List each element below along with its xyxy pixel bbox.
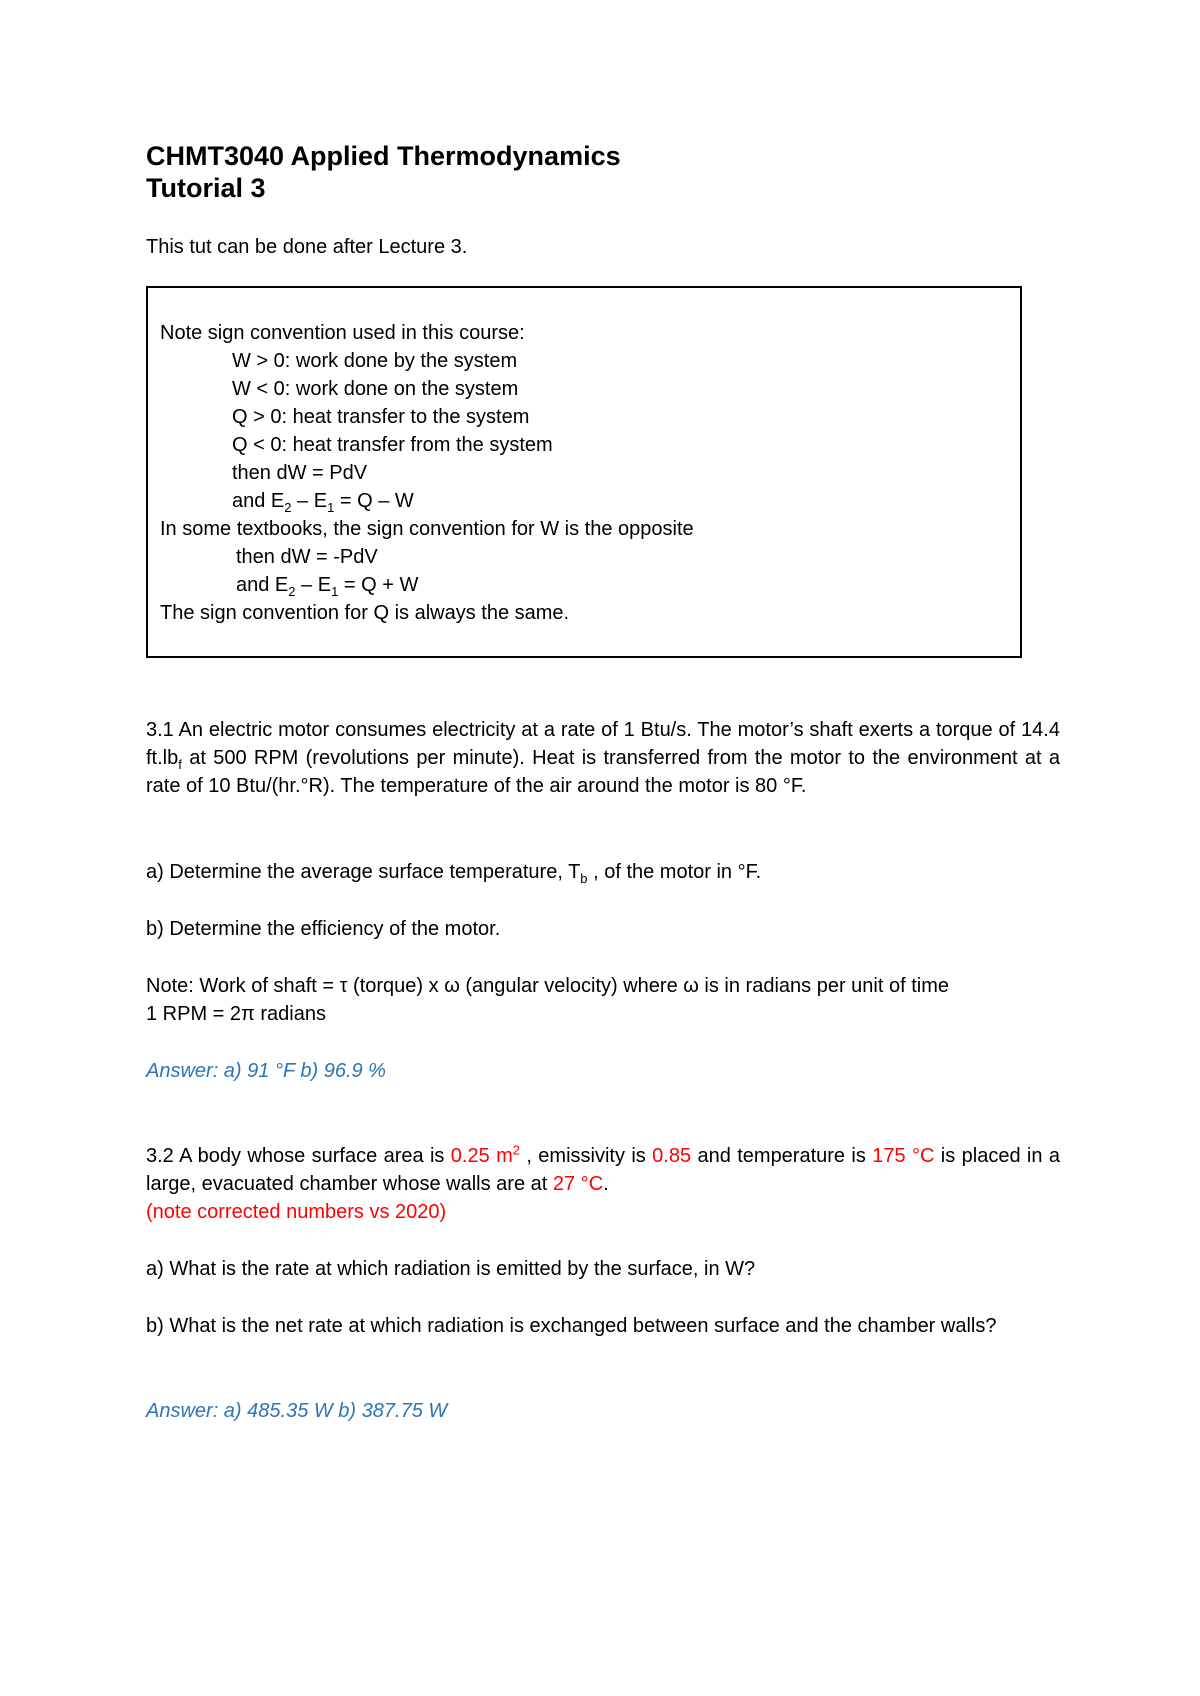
question-3-2-answer: Answer: a) 485.35 W b) 387.75 W <box>146 1400 448 1422</box>
question-3-1-part-a: a) Determine the average surface temperature, $T_b$ , of the motor in °F. <box>146 861 762 886</box>
question-3-2-part-a: a) What is the rate at which radiation is emitted by the surface, in W? <box>146 1258 756 1280</box>
question-3-1-answer: Answer: a) 91 °F b) 96.9 % <box>146 1060 386 1082</box>
note-heading: Note sign convention used in this course: <box>160 322 525 344</box>
question-3-1-note-shaft-work: Note: Work of shaft = τ (torque) x ω (angular velocity) where ω is in radians per unit of time <box>146 975 949 997</box>
note-q-convention: The sign convention for Q is always the same. <box>160 602 570 624</box>
sign-convention-box <box>146 286 1022 658</box>
note-dw-pdv: then dW = PdV <box>232 462 368 484</box>
note-energy-eq-1: and $E_2 - E_1 = Q - W$ <box>232 490 414 515</box>
body-temperature-value: 175 °C <box>872 1145 935 1167</box>
document-title: CHMT3040 Applied Thermodynamics <box>146 141 621 171</box>
wall-temperature-value: 27 °C <box>552 1173 604 1195</box>
question-3-1-stem: 3.1 An electric motor consumes electricity at a rate of 1 Btu/s. The motor’s shaft exerts a torque of 14.4 $ft.lb_f$ at 500 RPM (revolutions per minute). Heat is transferred from the motor to the environment at a rate of 10 Btu/(hr.°R). The temperature of the air around the motor is 80 °F. <box>146 719 1060 797</box>
document-subtitle: Tutorial 3 <box>146 173 266 203</box>
question-3-2-part-b: b) What is the net rate at which radiation is exchanged between surface and the chamber walls? <box>146 1315 997 1337</box>
question-3-1-note-rpm: 1 RPM = 2π radians <box>146 1003 326 1025</box>
note-w-negative: W < 0: work done on the system <box>232 378 519 400</box>
emissivity-value: 0.85 <box>652 1145 692 1167</box>
surface-area-value: 0.25 $m^2$ <box>450 1142 520 1167</box>
question-3-1-part-b: b) Determine the efficiency of the motor. <box>146 918 501 940</box>
question-3-2-stem: 3.2 A body whose surface area is 0.25 $m^2$ , emissivity is 0.85 and temperature is 175 °C is placed in a large, evacuated chamber whose walls are at 27 °C. <box>146 1142 1060 1195</box>
note-dw-neg-pdv: then dW = -PdV <box>236 546 378 568</box>
question-3-2-correction-note: (note corrected numbers vs 2020) <box>146 1201 447 1223</box>
note-q-positive: Q > 0: heat transfer to the system <box>232 406 530 428</box>
note-w-positive: W > 0: work done by the system <box>232 350 518 372</box>
note-textbook-convention: In some textbooks, the sign convention for W is the opposite <box>160 518 694 540</box>
note-energy-eq-2: and $E_2 - E_1 = Q + W$ <box>236 574 419 599</box>
intro-text: This tut can be done after Lecture 3. <box>146 236 468 258</box>
note-q-negative: Q < 0: heat transfer from the system <box>232 434 553 456</box>
